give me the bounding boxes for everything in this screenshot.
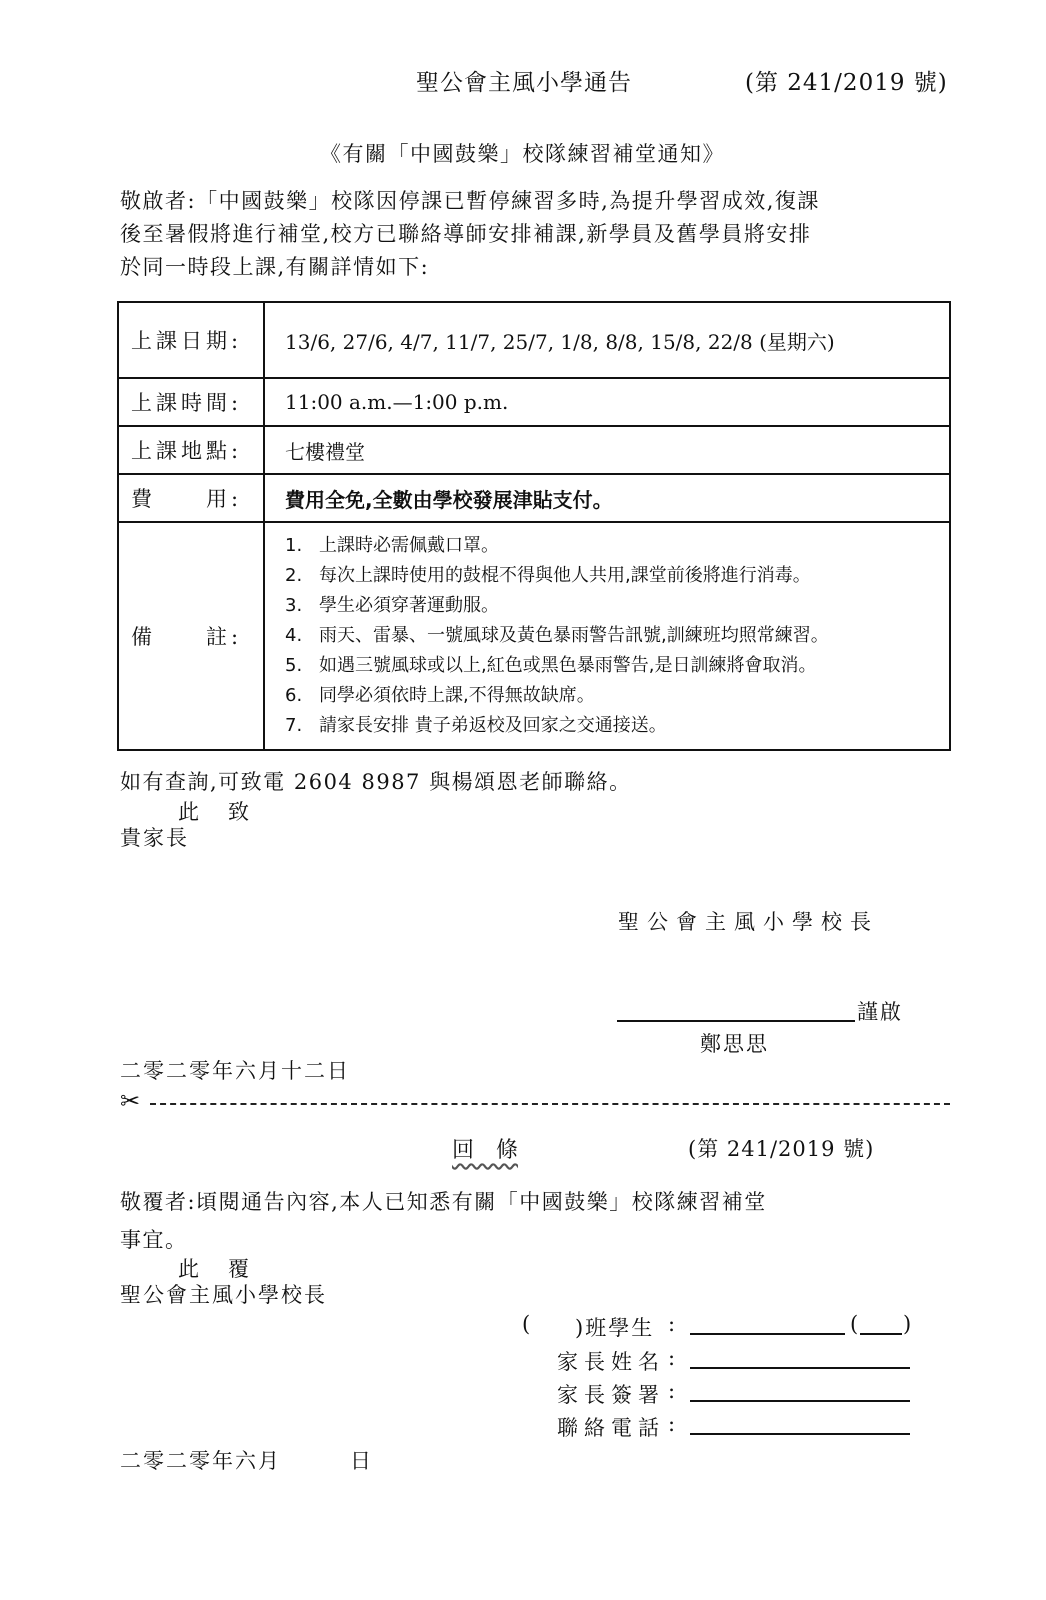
notice-title: 聖公會主風小學通告 — [416, 70, 632, 96]
notice-subject: 《有關「中國鼓樂」校隊練習補堂通知》 — [320, 142, 725, 166]
dashed-divider — [150, 1103, 950, 1105]
time-value: 11:00 a.m.—1:00 p.m. — [264, 378, 950, 426]
reply-date: 二零二零年六月 日 — [120, 1449, 373, 1473]
list-item: 7. 請家長安排 貴子弟返校及回家之交通接送。 — [285, 715, 667, 736]
list-item: 4. 雨天、雷暴、一號風球及黃色暴雨警告訊號,訓練班均照常練習。 — [285, 625, 829, 646]
list-item: 6. 同學必須依時上課,不得無故缺席。 — [285, 685, 595, 706]
reply-addressee: 聖公會主風小學校長 — [120, 1283, 327, 1307]
reply-text-line: 事宜。 — [120, 1228, 188, 1252]
addressee: 貴家長 — [120, 826, 189, 850]
reply-text-line: 敬覆者:頃閱通告內容,本人已知悉有關「中國鼓樂」校隊練習補堂 — [120, 1190, 767, 1214]
parent-signature-field[interactable] — [690, 1400, 910, 1402]
reply-title: 回 條 — [452, 1138, 519, 1163]
cut-line — [120, 1087, 950, 1115]
colon: : — [668, 1412, 676, 1436]
student-label: )班學生 — [575, 1316, 655, 1340]
class-open-paren: ( — [522, 1312, 531, 1336]
remarks-list — [285, 531, 949, 741]
phone-field[interactable] — [690, 1433, 910, 1435]
phone-label: 聯絡電話 — [557, 1416, 665, 1440]
date-label: 上課日期: — [118, 302, 264, 378]
intro-paragraph — [120, 185, 950, 284]
fee-value: 費用全免,全數由學校發展津貼支付。 — [264, 474, 950, 522]
intro-line: 後至暑假將進行補堂,校方已聯絡導師安排補課,新學員及舊學員將安排 — [120, 222, 812, 246]
remarks-label: 備 註: — [118, 522, 264, 750]
student-no-close: ) — [903, 1312, 912, 1336]
details-table — [117, 301, 951, 751]
colon: : — [668, 1379, 676, 1403]
place-value: 七樓禮堂 — [264, 426, 950, 474]
greeting: 此 致 — [178, 800, 253, 824]
student-number-field[interactable] — [860, 1333, 902, 1335]
list-item: 5. 如遇三號風球或以上,紅色或黑色暴雨警告,是日訓練將會取消。 — [285, 655, 817, 676]
table-row-date — [118, 302, 950, 378]
intro-line: 於同一時段上課,有關詳情如下: — [120, 255, 430, 279]
list-item: 3. 學生必須穿著運動服。 — [285, 595, 499, 616]
table-row-remarks — [118, 522, 950, 750]
notice-date: 二零二零年六月十二日 — [120, 1059, 350, 1083]
student-name-field[interactable] — [690, 1333, 845, 1335]
signature-line — [617, 1020, 855, 1022]
list-item: 1. 上課時必需佩戴口罩。 — [285, 535, 499, 556]
intro-line: 敬啟者:「中國鼓樂」校隊因停課已暫停練習多時,為提升學習成效,復課 — [120, 189, 820, 213]
table-row-place — [118, 426, 950, 474]
date-value: 13/6, 27/6, 4/7, 11/7, 25/7, 1/8, 8/8, 15/8, 22/8 (星期六) — [264, 302, 950, 378]
fee-label: 費 用: — [118, 474, 264, 522]
signer-name: 鄭思思 — [700, 1032, 769, 1056]
list-item: 2. 每次上課時使用的鼓棍不得與他人共用,課堂前後將進行消毒。 — [285, 565, 811, 586]
time-label: 上課時間: — [118, 378, 264, 426]
table-row-time — [118, 378, 950, 426]
colon: : — [668, 1346, 676, 1370]
scissors-icon: ✂ — [120, 1087, 141, 1115]
signoff: 謹啟 — [857, 1000, 903, 1024]
remarks-cell — [264, 522, 950, 750]
notice-number: (第 241/2019 號) — [745, 70, 948, 96]
colon: : — [668, 1312, 676, 1336]
student-no-open: ( — [850, 1312, 859, 1336]
parent-name-label: 家長姓名 — [557, 1350, 665, 1374]
reply-number: (第 241/2019 號) — [688, 1137, 875, 1161]
parent-sign-label: 家長簽署 — [557, 1383, 665, 1407]
place-label: 上課地點: — [118, 426, 264, 474]
enquiry-text: 如有查詢,可致電 2604 8987 與楊頌恩老師聯絡。 — [120, 770, 632, 794]
table-row-fee — [118, 474, 950, 522]
signer-org: 聖公會主風小學校長 — [618, 910, 879, 934]
parent-name-field[interactable] — [690, 1367, 910, 1369]
reply-greeting: 此 覆 — [178, 1257, 253, 1281]
